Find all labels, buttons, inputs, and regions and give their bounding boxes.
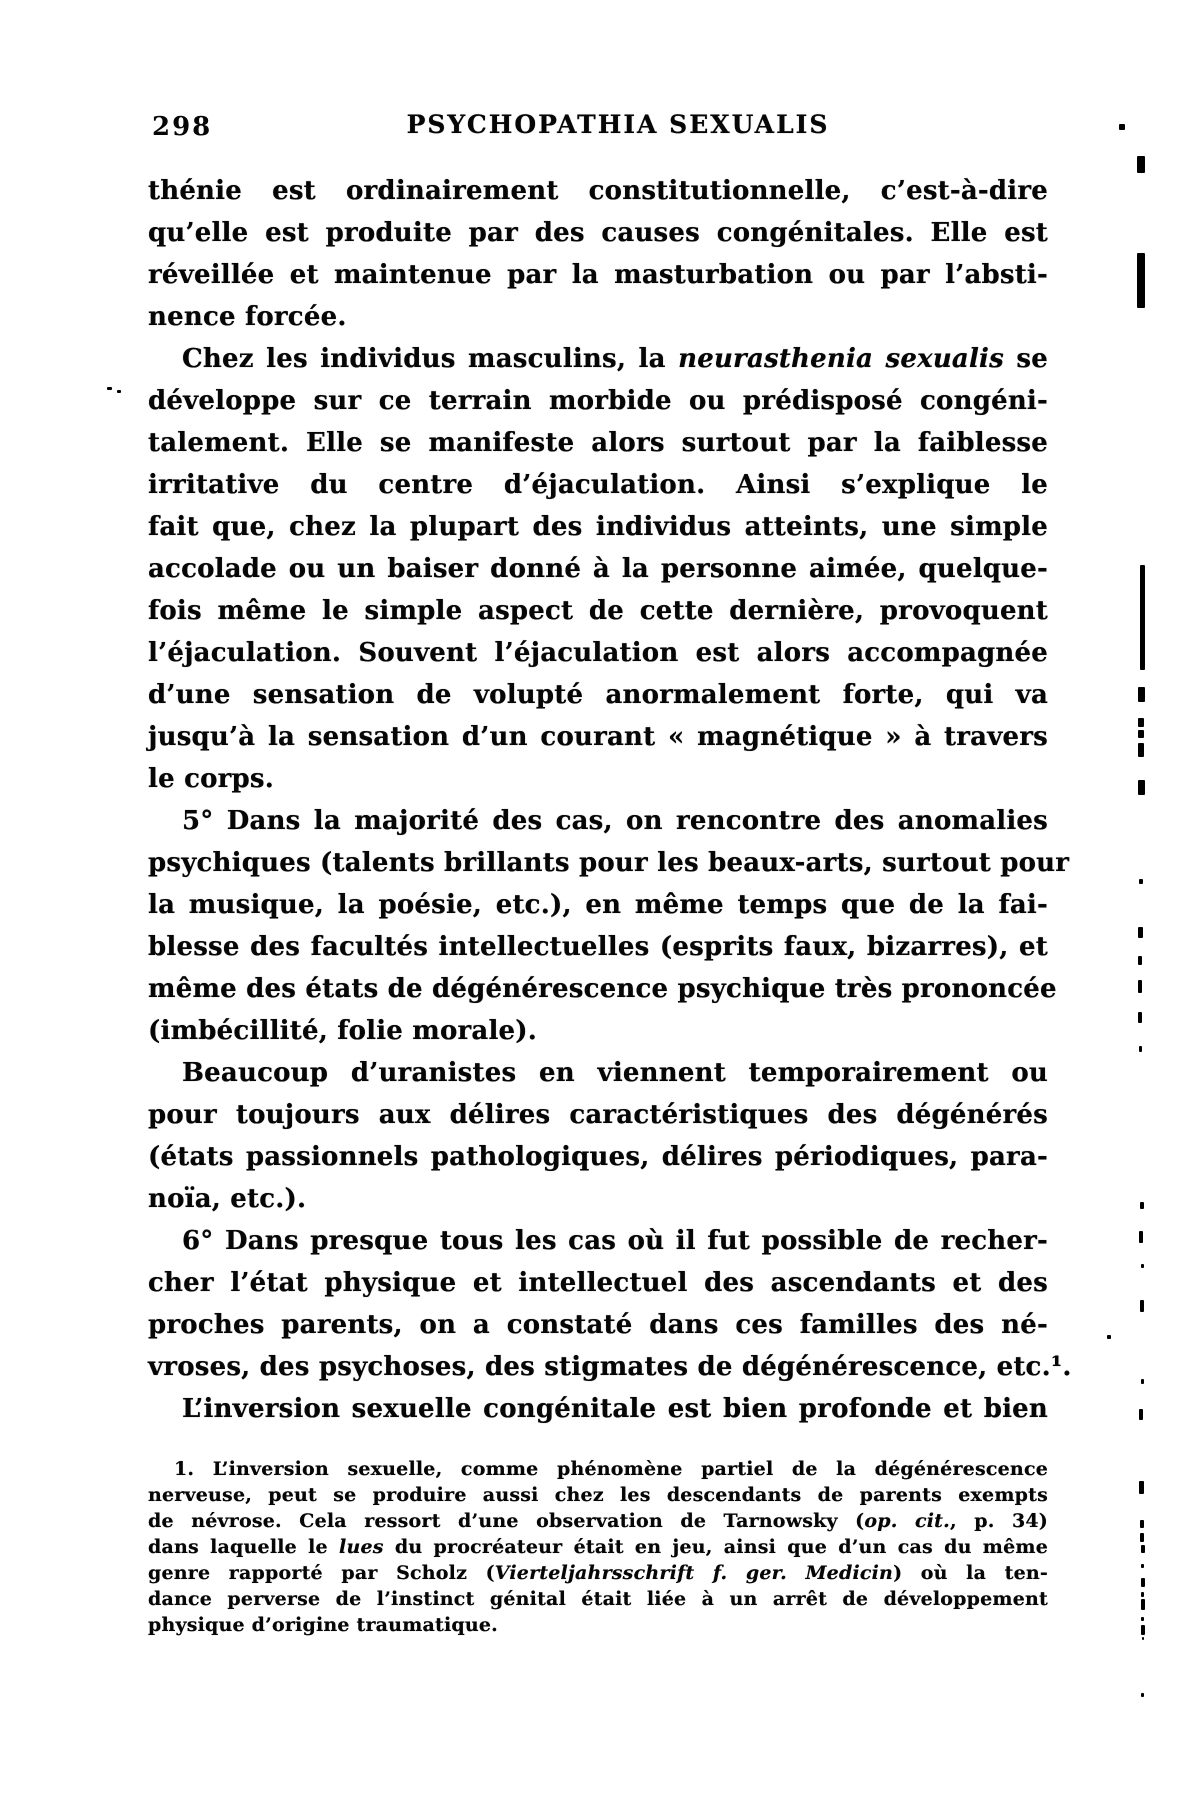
text-line: [148, 1534, 1048, 1560]
margin-mark: [1141, 1592, 1144, 1597]
text-line: [148, 1220, 1048, 1262]
margin-mark: [1141, 1693, 1144, 1697]
text-run: (états passionnels pathologiques, délires périodiques, para-: [148, 1142, 1048, 1172]
paragraph: [148, 170, 1048, 338]
margin-mark: [1107, 1335, 1111, 1339]
text-line: [148, 1304, 1048, 1346]
paragraph: [148, 1388, 1048, 1430]
italic-text: op. cit.: [864, 1510, 950, 1532]
italic-text: lues: [339, 1536, 384, 1558]
margin-mark: [1141, 1617, 1144, 1621]
text-line: [148, 1456, 1048, 1482]
margin-mark: [1140, 565, 1145, 670]
text-line: [148, 632, 1048, 674]
margin-mark: [1119, 124, 1125, 130]
paragraph: [148, 338, 1048, 800]
text-run: Beaucoup d’uranistes en viennent temporairement ou: [182, 1058, 1048, 1088]
text-line: [148, 842, 1070, 884]
text-run: fois même le simple aspect de cette dernière, provoquent: [148, 596, 1048, 626]
margin-mark: [1138, 718, 1144, 727]
margin-mark: [1139, 1046, 1142, 1052]
margin-mark: [107, 387, 112, 390]
text-line: [148, 1262, 1048, 1304]
text-line: [148, 1010, 1048, 1052]
text-line: [148, 1482, 1048, 1508]
text-run: Chez les individus masculins, la: [182, 344, 679, 374]
text-run: pour toujours aux délires caractéristiques des dégénérés: [148, 1100, 1048, 1130]
margin-mark: [1138, 956, 1142, 965]
text-run: 1. L’inversion sexuelle, comme phénomène partiel de la dégénérescence: [174, 1458, 1048, 1480]
text-line: [148, 1508, 1048, 1534]
margin-mark: [1139, 1409, 1143, 1420]
text-run: dance perverse de l’instinct génital était liée à un arrêt de développement: [148, 1588, 1048, 1610]
text-run: se: [1003, 344, 1048, 374]
margin-mark: [1141, 1578, 1145, 1587]
text-run: ) où la ten-: [893, 1562, 1048, 1584]
margin-mark: [1140, 1300, 1144, 1312]
text-run: de névrose. Cela ressort d’une observation de Tarnowsky (: [148, 1510, 865, 1532]
margin-mark: [1138, 743, 1144, 757]
text-line: [148, 590, 1048, 632]
text-run: L’inversion sexuelle congénitale est bien profonde et bien: [182, 1394, 1048, 1424]
text-line: [148, 464, 1048, 506]
text-line: [148, 1346, 1072, 1388]
margin-mark: [1137, 253, 1145, 308]
margin-mark: [1138, 780, 1145, 795]
margin-mark: [1140, 1202, 1144, 1209]
text-run: blesse des facultés intellectuelles (esprits faux, bizarres), et: [148, 932, 1048, 962]
margin-mark: [1141, 1599, 1145, 1610]
text-line: [148, 1136, 1048, 1178]
text-run: vroses, des psychoses, des stigmates de dégénérescence, etc.¹.: [148, 1352, 1072, 1382]
margin-mark: [1139, 1231, 1143, 1243]
text-line: [148, 338, 1048, 380]
text-line: [148, 170, 1048, 212]
margin-mark: [1137, 156, 1145, 173]
margin-mark: [1138, 980, 1142, 993]
text-run: 5° Dans la majorité des cas, on rencontre des anomalies: [182, 806, 1048, 836]
text-run: physique d’origine traumatique.: [148, 1614, 498, 1636]
text-line: [148, 1560, 1048, 1586]
text-line: [148, 1178, 1048, 1220]
margin-mark: [1141, 1379, 1144, 1384]
margin-mark: [1139, 879, 1143, 884]
margin-mark: [1141, 1625, 1145, 1635]
paragraph: [148, 1052, 1048, 1220]
text-run: nerveuse, peut se produire aussi chez les descendants de parents exempts: [148, 1484, 1048, 1506]
text-run: développe sur ce terrain morbide ou prédisposé congéni-: [148, 386, 1048, 416]
text-run: accolade ou un baiser donné à la personne aimée, quelque-: [148, 554, 1048, 584]
text-line: [148, 1586, 1048, 1612]
text-run: même des états de dégénérescence psychique très prononcée: [148, 974, 1057, 1004]
text-line: [148, 1094, 1048, 1136]
text-line: [148, 1388, 1048, 1430]
running-title: PSYCHOPATHIA SEXUALIS: [406, 110, 830, 139]
margin-mark: [1141, 1564, 1144, 1568]
text-run: qu’elle est produite par des causes congénitales. Elle est: [148, 218, 1048, 248]
text-run: irritative du centre d’éjaculation. Ainsi s’explique le: [148, 470, 1048, 500]
text-line: [148, 254, 1048, 296]
text-run: la musique, la poésie, etc.), en même temps que de la fai-: [148, 890, 1048, 920]
text-run: dans laquelle le: [148, 1536, 340, 1558]
text-run: , p. 34): [949, 1510, 1048, 1532]
page-number: 298: [152, 112, 213, 142]
margin-mark: [1142, 1637, 1144, 1640]
text-line: [148, 926, 1048, 968]
text-run: d’une sensation de volupté anormalement forte, qui va: [148, 680, 1048, 710]
margin-mark: [1140, 1533, 1144, 1542]
footnote: [148, 1456, 1048, 1638]
margin-mark: [1140, 1520, 1144, 1528]
body-text: [148, 170, 1072, 1430]
italic-text: neurasthenia sexualis: [678, 344, 1004, 374]
text-line: [148, 674, 1048, 716]
text-line: [148, 296, 1048, 338]
text-run: jusqu’à la sensation d’un courant « magnétique » à travers: [148, 722, 1048, 752]
text-run: du procréateur était en jeu, ainsi que d’un cas du même: [383, 1536, 1048, 1558]
paragraph: [148, 1456, 1048, 1638]
text-line: [148, 548, 1048, 590]
margin-mark: [1138, 927, 1143, 938]
text-run: talement. Elle se manifeste alors surtout par la faiblesse: [148, 428, 1048, 458]
paragraph: [148, 1220, 1072, 1388]
text-line: [148, 716, 1048, 758]
text-run: nence forcée.: [148, 302, 347, 332]
text-run: noïa, etc.).: [148, 1184, 307, 1214]
text-line: [148, 506, 1048, 548]
margin-mark: [1141, 1264, 1144, 1268]
text-line: [148, 800, 1048, 842]
margin-mark: [1138, 1012, 1142, 1023]
text-run: l’éjaculation. Souvent l’éjaculation est alors accompagnée: [148, 638, 1048, 668]
text-line: [148, 968, 1057, 1010]
margin-mark: [1138, 687, 1145, 702]
margin-mark: [1139, 1481, 1144, 1494]
text-run: le corps.: [148, 764, 275, 794]
text-line: [148, 380, 1048, 422]
text-line: [148, 212, 1048, 254]
text-line: [148, 758, 1048, 800]
margin-mark: [1138, 730, 1144, 738]
italic-text: Vierteljahrsschrift f. ger. Medicin: [494, 1562, 894, 1584]
page-header: [148, 110, 1048, 146]
text-line: [148, 1052, 1048, 1094]
text-run: réveillée et maintenue par la masturbation ou par l’absti-: [148, 260, 1048, 290]
text-run: proches parents, on a constaté dans ces familles des né-: [148, 1310, 1048, 1340]
text-line: [148, 884, 1048, 926]
text-run: fait que, chez la plupart des individus atteints, une simple: [148, 512, 1048, 542]
text-run: cher l’état physique et intellectuel des ascendants et des: [148, 1268, 1048, 1298]
text-run: 6° Dans presque tous les cas où il fut possible de recher-: [182, 1226, 1048, 1256]
text-line: [148, 1612, 1048, 1638]
text-run: (imbécillité, folie morale).: [148, 1016, 538, 1046]
paragraph: [148, 800, 1070, 1052]
margin-mark: [117, 390, 121, 393]
text-run: thénie est ordinairement constitutionnelle, c’est-à-dire: [148, 176, 1048, 206]
margin-mark: [1141, 1545, 1145, 1553]
text-run: genre rapporté par Scholz (: [148, 1562, 495, 1584]
text-run: psychiques (talents brillants pour les beaux-arts, surtout pour: [148, 848, 1070, 878]
text-line: [148, 422, 1048, 464]
